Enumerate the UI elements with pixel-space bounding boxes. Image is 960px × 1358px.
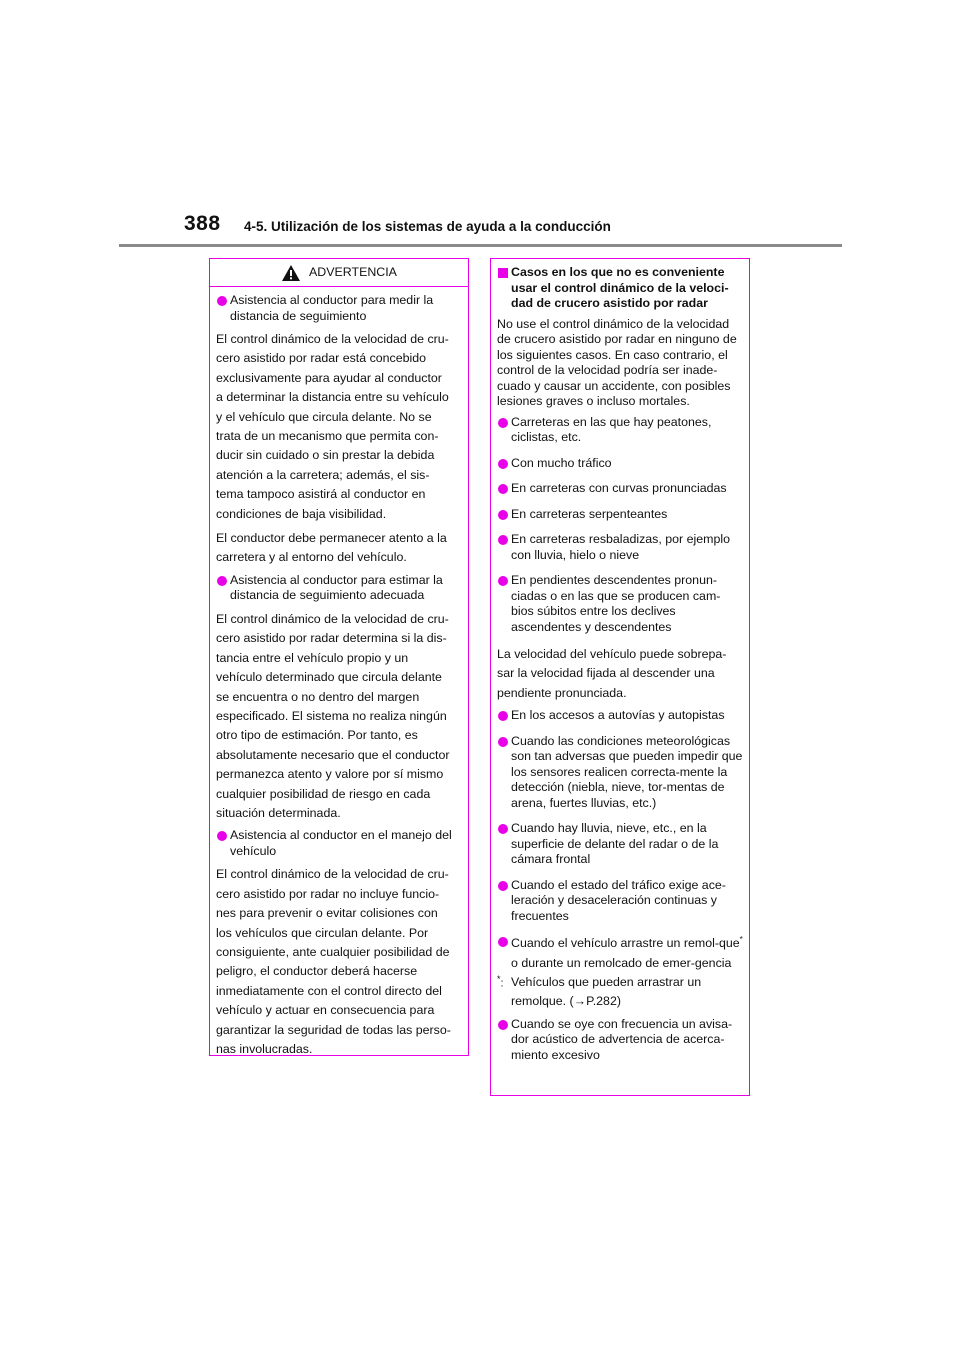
list-item: En carreteras serpenteantes xyxy=(497,507,743,523)
text-line: cero asistido por radar no incluye funcio- xyxy=(216,886,440,901)
text-line: El control dinámico de la velocidad de cru- xyxy=(216,332,449,346)
text-line: situación determinada. xyxy=(216,805,341,820)
list-item: Carreteras en las que hay peatones, ciclistas, etc. xyxy=(497,415,743,446)
text-line: exclusivamente para ayudar al conductor xyxy=(216,370,442,385)
warning-box xyxy=(209,258,469,1056)
text-line: y el vehículo que circula delante. No se xyxy=(216,409,432,424)
text-line: inmediatamente con el control directo del xyxy=(216,983,442,998)
text-line: vehículo determinado que circula delante xyxy=(216,670,442,685)
text-line: los vehículos que circulan delante. Por xyxy=(216,925,429,940)
tow-asterisk: * xyxy=(739,935,743,945)
footnote xyxy=(497,973,743,1012)
text-line: absolutamente necesario que el conductor xyxy=(216,747,450,762)
list-item: Cuando el estado del tráfico exige ace-leración y desaceleración continuas y frecuentes xyxy=(497,878,743,925)
text-line: La velocidad del vehículo puede sobrepa- xyxy=(497,647,727,661)
list-item: Cuando las condiciones meteorológicas son tan adversas que pueden impedir que los sensores realicen correcta-mente la detección (niebla, nieve, tor-mentas de arena, fuertes lluvias, etc.) xyxy=(497,734,743,812)
warning-title: ADVERTENCIA xyxy=(309,264,397,279)
warning-paragraph xyxy=(216,330,460,524)
section-heading xyxy=(497,265,743,312)
footnote-mark xyxy=(497,970,504,994)
section-title: 4-5. Utilización de los sistemas de ayuda a la conducción xyxy=(244,219,611,234)
cases-box xyxy=(490,258,750,1096)
footnote-line2 xyxy=(511,992,743,1011)
warning-triangle-icon xyxy=(281,264,301,282)
list-item: En carreteras con curvas pronunciadas xyxy=(497,481,743,497)
text-line: cualquier posibilidad de riesgo en cada xyxy=(216,786,431,801)
text-line: nas involucradas. xyxy=(216,1042,313,1056)
tow-text-end: o durante un remolcado de emer-gencia xyxy=(511,955,732,970)
text-line: a determinar la distancia entre su vehículo xyxy=(216,390,449,405)
warning-header xyxy=(210,259,468,287)
section-heading-text: Casos en los que no es conveniente usar el control dinámico de la veloci-dad de crucero asistido por radar xyxy=(511,265,729,310)
warning-paragraph xyxy=(216,529,460,568)
text-line: tema tampoco asistirá al conductor en xyxy=(216,487,426,502)
slope-note xyxy=(497,645,743,703)
intro-paragraph: No use el control dinámico de la velocidad de crucero asistido por radar en ninguno de los siguientes casos. En caso contrario, el control de la velocidad podría ser inade-cuado y causar un accidente, con posibles lesiones graves o incluso mortales. xyxy=(497,316,737,408)
text-line: se encuentra o no dentro del margen xyxy=(216,689,420,704)
list-item-tow xyxy=(497,934,743,973)
text-line: pendiente pronunciada. xyxy=(497,685,627,700)
text-line: trata de un mecanismo que permita con- xyxy=(216,429,439,444)
footnote-asterisk: * xyxy=(497,974,501,985)
text-line: El control dinámico de la velocidad de cru- xyxy=(216,867,449,882)
warning-bullet: Asistencia al conductor para medir la distancia de seguimiento xyxy=(216,293,460,324)
text-line: nes para prevenir o evitar colisiones con xyxy=(216,906,438,921)
footnote-ref-start: remolque. ( xyxy=(511,994,574,1009)
footnote-line1: Vehículos que pueden arrastrar un xyxy=(511,975,702,990)
text-line: ducir sin cuidado o sin prestar la debida xyxy=(216,448,435,463)
text-line: El control dinámico de la velocidad de cru- xyxy=(216,611,449,626)
text-line: condiciones de baja visibilidad. xyxy=(216,506,387,521)
text-line: otro tipo de estimación. Por tanto, es xyxy=(216,728,418,743)
warning-bullet: Asistencia al conductor en el manejo del vehículo xyxy=(216,828,460,859)
text-line: carretera y al entorno del vehículo. xyxy=(216,550,407,565)
text-line: cero asistido por radar está concebido xyxy=(216,351,427,366)
warning-paragraph xyxy=(216,610,460,823)
case-list-b xyxy=(497,708,743,924)
text-line: El conductor debe permanecer atento a la xyxy=(216,531,447,546)
page-number: 388 xyxy=(184,212,221,235)
text-line: especificado. El sistema no realiza ningún xyxy=(216,708,447,723)
square-bullet-icon xyxy=(498,268,508,278)
text-line: permanezca atento y valore por sí mismo xyxy=(216,767,444,782)
text-line: vehículo y actuar en consecuencia para xyxy=(216,1003,435,1018)
list-item: En pendientes descendentes pronun-ciadas o en las que se producen cam-bios súbitos entre los declives ascendentes y descendentes xyxy=(497,573,743,635)
text-line: cero asistido por radar determina si la dis- xyxy=(216,631,447,646)
list-item: Con mucho tráfico xyxy=(497,456,743,472)
warning-content xyxy=(210,287,468,1059)
tow-text-start: Cuando el vehículo arrastre un remol-que xyxy=(511,936,740,951)
text-line: peligro, el conductor deberá hacerse xyxy=(216,964,418,979)
list-item-last: Cuando se oye con frecuencia un avisa-dor acústico de advertencia de acerca-miento excesivo xyxy=(497,1017,743,1064)
text-line: tancia entre el vehículo propio y un xyxy=(216,650,409,665)
list-item: Cuando hay lluvia, nieve, etc., en la superficie de delante del radar o de la cámara frontal xyxy=(497,821,743,868)
footnote-ref-page: P.282) xyxy=(586,994,621,1009)
header-rule xyxy=(119,244,842,247)
text-line: consiguiente, ante cualquier posibilidad de xyxy=(216,944,450,959)
text-line: garantizar la seguridad de todas las perso- xyxy=(216,1022,451,1037)
arrow-right-icon: → xyxy=(573,994,587,1009)
text-line: sar la velocidad fijada al descender una xyxy=(497,666,715,681)
case-list-a xyxy=(497,415,743,636)
text-line: atención a la carretera; además, el sis- xyxy=(216,467,430,482)
list-item: En carreteras resbaladizas, por ejemplo con lluvia, hielo o nieve xyxy=(497,532,743,563)
list-item: En los accesos a autovías y autopistas xyxy=(497,708,743,724)
footnote-colon: : xyxy=(500,977,504,990)
warning-bullet: Asistencia al conductor para estimar la distancia de seguimiento adecuada xyxy=(216,573,460,604)
warning-paragraph xyxy=(216,865,460,1059)
